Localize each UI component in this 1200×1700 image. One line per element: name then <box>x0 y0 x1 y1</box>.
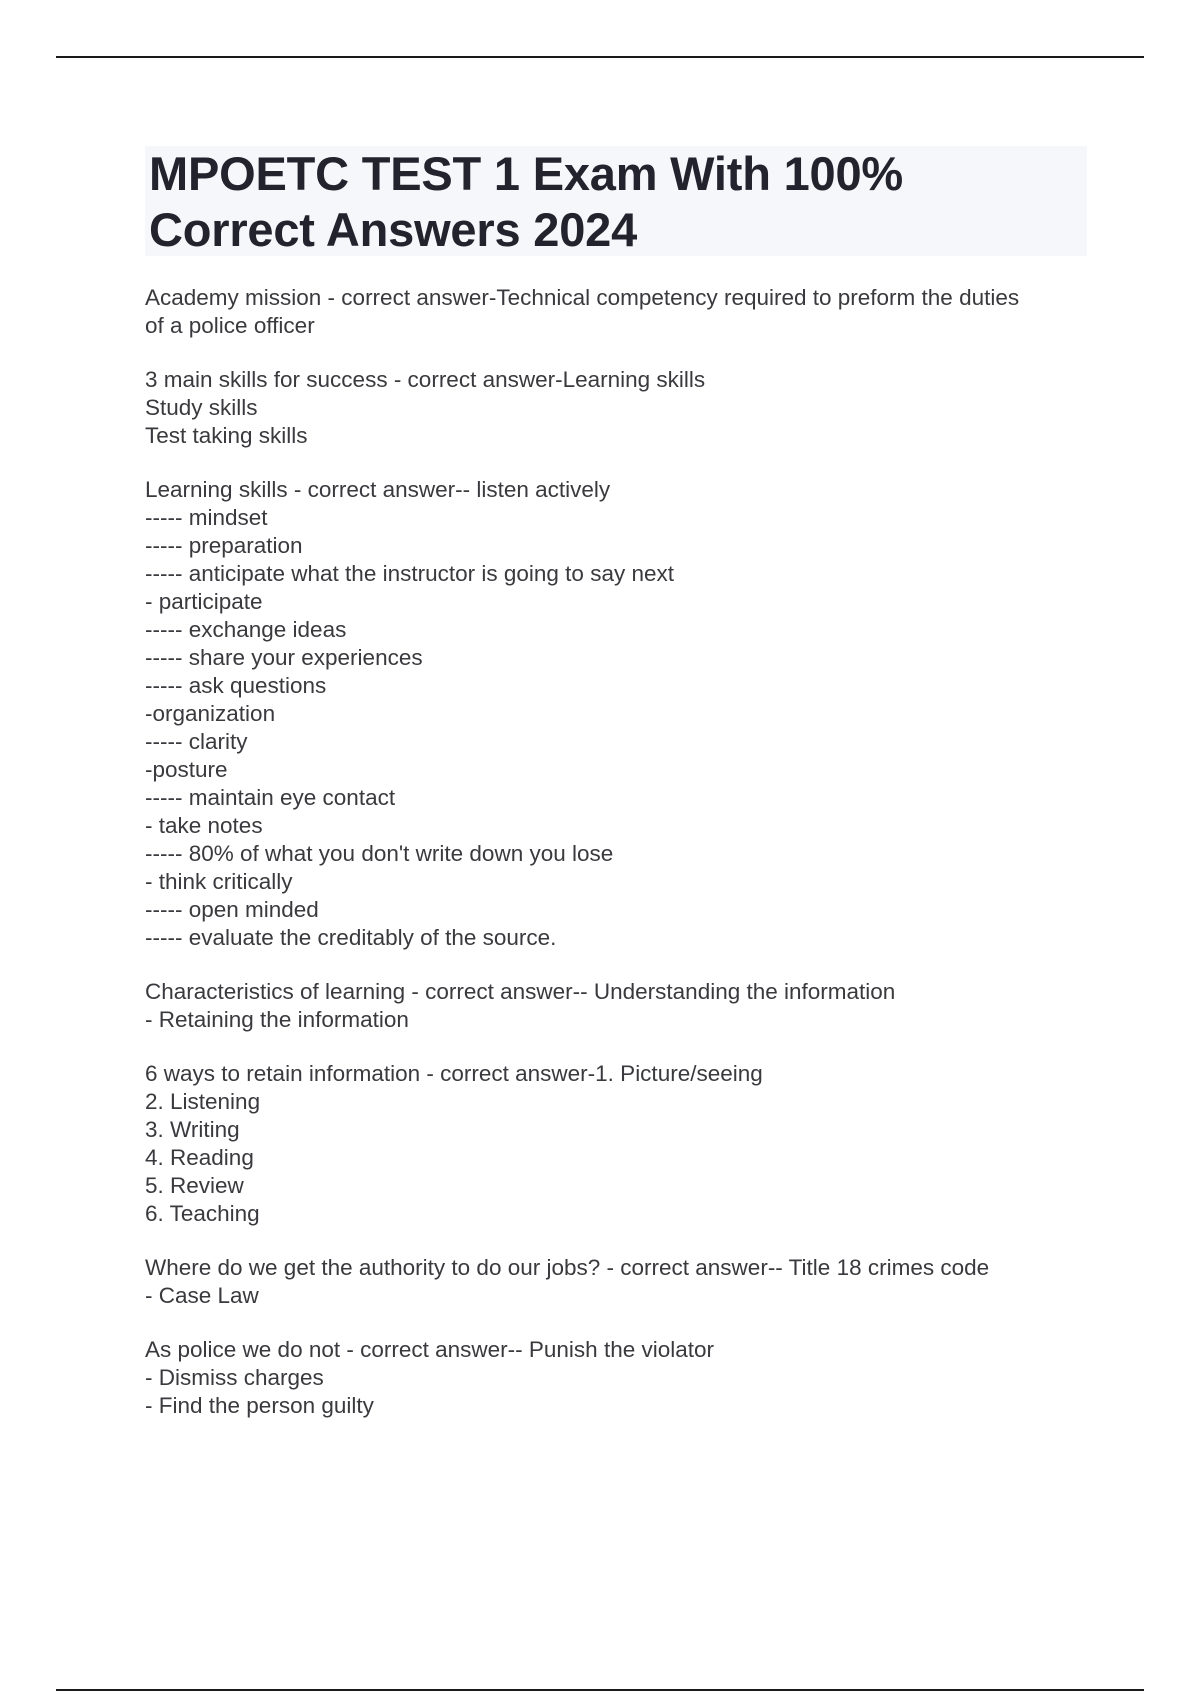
qa-answer-line: of a police officer <box>145 313 315 338</box>
qa-question-line: Learning skills - correct answer-- listen actively <box>145 477 611 502</box>
qa-answer-line: ----- exchange ideas <box>145 617 347 642</box>
qa-answer-line: ----- maintain eye contact <box>145 785 396 810</box>
qa-answer-line: ----- preparation <box>145 533 303 558</box>
qa-answer-line: - participate <box>145 589 263 614</box>
qa-answer-line: ----- share your experiences <box>145 645 423 670</box>
qa-entry <box>145 978 1095 1034</box>
qa-answer-line: 6. Teaching <box>145 1201 260 1226</box>
title-line-1: MPOETC TEST 1 Exam With 100% <box>149 147 903 200</box>
qa-entry <box>145 1254 1095 1310</box>
title-block <box>145 146 1087 256</box>
qa-answer-line: 3. Writing <box>145 1117 240 1142</box>
qa-answer-line: - Case Law <box>145 1283 259 1308</box>
qa-answer-line: -organization <box>145 701 276 726</box>
qa-answer-line: ----- open minded <box>145 897 319 922</box>
qa-list <box>145 284 1095 1446</box>
document-title <box>149 146 1083 258</box>
title-line-2: Correct Answers 2024 <box>149 203 638 256</box>
qa-answer-line: - think critically <box>145 869 293 894</box>
qa-question-line: 6 ways to retain information - correct answer-1. Picture/seeing <box>145 1061 763 1086</box>
qa-entry <box>145 1060 1095 1228</box>
qa-answer-line: 2. Listening <box>145 1089 261 1114</box>
qa-entry <box>145 284 1095 340</box>
qa-entry <box>145 1336 1095 1420</box>
qa-answer-line: - Find the person guilty <box>145 1393 374 1418</box>
bottom-rule <box>56 1689 1144 1691</box>
qa-answer-line: Test taking skills <box>145 423 308 448</box>
qa-answer-line: -posture <box>145 757 228 782</box>
qa-answer-line: ----- anticipate what the instructor is going to say next <box>145 561 674 586</box>
qa-answer-line: ----- ask questions <box>145 673 327 698</box>
qa-answer-line: ----- mindset <box>145 505 268 530</box>
qa-answer-line: - Dismiss charges <box>145 1365 324 1390</box>
qa-question-line: Characteristics of learning - correct answer-- Understanding the information <box>145 979 896 1004</box>
qa-answer-line: Study skills <box>145 395 258 420</box>
qa-question-line: As police we do not - correct answer-- Punish the violator <box>145 1337 715 1362</box>
qa-entry <box>145 476 1095 952</box>
qa-answer-line: 4. Reading <box>145 1145 254 1170</box>
qa-answer-line: ----- 80% of what you don't write down you lose <box>145 841 614 866</box>
qa-answer-line: ----- evaluate the creditably of the source. <box>145 925 557 950</box>
top-rule <box>56 56 1144 58</box>
qa-answer-line: - Retaining the information <box>145 1007 409 1032</box>
qa-answer-line: ----- clarity <box>145 729 248 754</box>
qa-question-line: 3 main skills for success - correct answer-Learning skills <box>145 367 706 392</box>
qa-entry <box>145 366 1095 450</box>
qa-answer-line: 5. Review <box>145 1173 244 1198</box>
qa-question-line: Academy mission - correct answer-Technical competency required to preform the duties <box>145 285 1020 310</box>
qa-question-line: Where do we get the authority to do our jobs? - correct answer-- Title 18 crimes code <box>145 1255 990 1280</box>
qa-answer-line: - take notes <box>145 813 263 838</box>
